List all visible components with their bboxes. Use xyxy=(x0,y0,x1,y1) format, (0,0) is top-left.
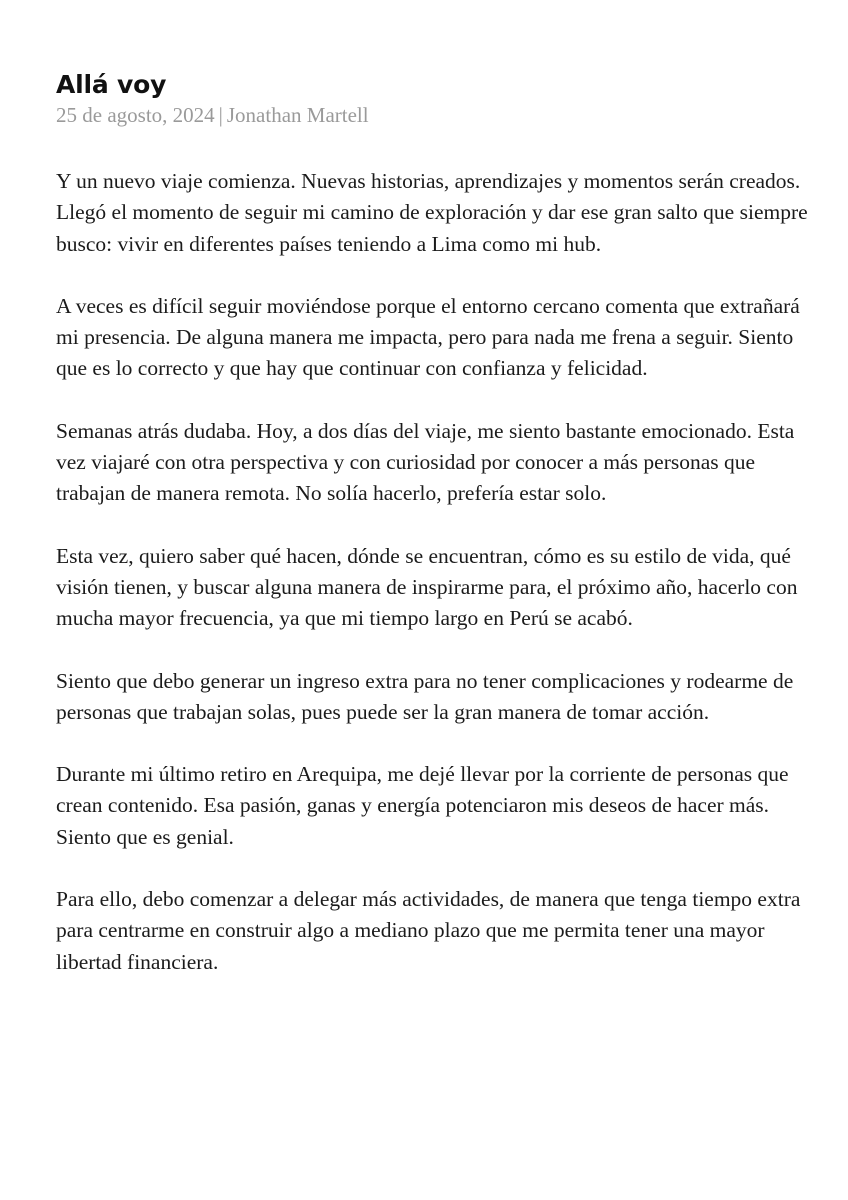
paragraph: Siento que debo generar un ingreso extra para no tener complicaciones y rodearme de personas que trabajan solas, pues puede ser la gran manera de tomar acción. xyxy=(56,668,794,724)
post-title: Allá voy xyxy=(56,70,167,99)
post-author: Jonathan Martell xyxy=(226,103,369,127)
blog-post xyxy=(56,68,816,1009)
post-date: 25 de agosto, 2024 xyxy=(56,103,215,127)
post-meta xyxy=(56,102,816,128)
paragraph: A veces es difícil seguir moviéndose porque el entorno cercano comenta que extrañará mi presencia. De alguna manera me impacta, pero para nada me frena a seguir. Siento que es lo correcto y que hay que continuar con confianza y felicidad. xyxy=(56,293,800,381)
meta-separator: | xyxy=(218,103,223,127)
paragraph: Para ello, debo comenzar a delegar más actividades, de manera que tenga tiempo extra para centrarme en construir algo a mediano plazo que me permita tener una mayor libertad financiera. xyxy=(56,887,801,974)
paragraph: Semanas atrás dudaba. Hoy, a dos días del viaje, me siento bastante emocionado. Esta vez viajaré con otra perspectiva y con curiosidad por conocer a más personas que trabajan de manera remota. No solía hacerlo, prefería estar solo. xyxy=(56,418,795,506)
paragraph: Y un nuevo viaje comienza. Nuevas historias, aprendizajes y momentos serán creados. Llegó el momento de seguir mi camino de exploración y dar ese gran salto que siempre busco: vivir en diferentes países teniendo a Lima como mi hub. xyxy=(56,169,808,256)
post-body xyxy=(56,166,816,978)
paragraph: Durante mi último retiro en Arequipa, me dejé llevar por la corriente de personas que crean contenido. Esa pasión, ganas y energía potenciaron mis deseos de hacer más. Siento que es genial. xyxy=(56,762,789,849)
paragraph: Esta vez, quiero saber qué hacen, dónde se encuentran, cómo es su estilo de vida, qué visión tienen, y buscar alguna manera de inspirarme para, el próximo año, hacerlo con mucha mayor frecuencia, ya que mi tiempo largo en Perú se acabó. xyxy=(56,543,798,631)
